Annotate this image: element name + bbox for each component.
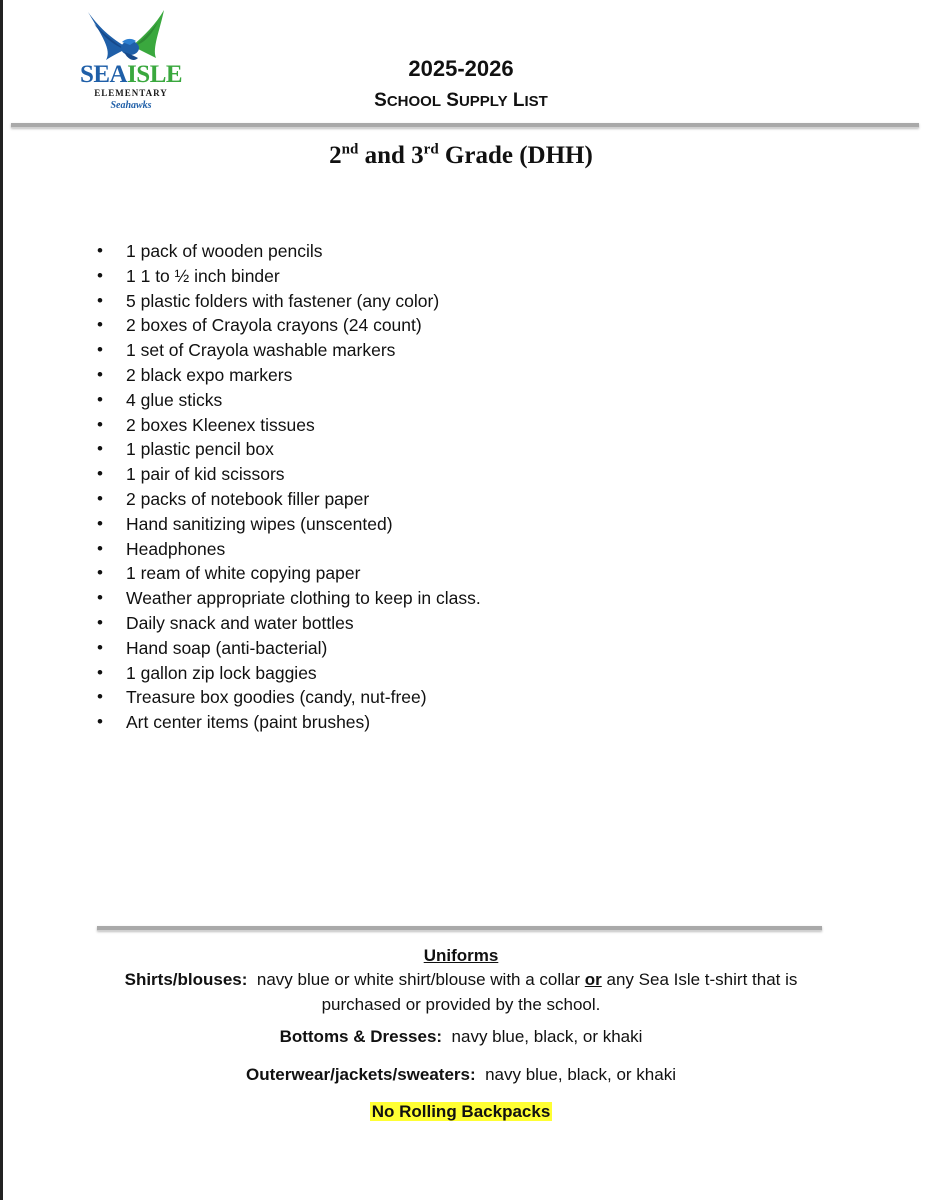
list-item: • 1 plastic pencil box [90,437,481,462]
outerwear-text: navy blue, black, or khaki [485,1065,676,1084]
logo-subtitle: ELEMENTARY [94,88,168,98]
shirts-text-a: navy blue or white shirt/blouse with a collar [256,970,581,989]
list-item: • 1 pair of kid scissors [90,462,481,487]
uniform-shirts [30,967,892,1017]
shirts-label: Shirts/blouses: [124,970,248,989]
bottoms-text: navy blue, black, or khaki [451,1027,643,1046]
shirts-text-b: any Sea Isle t-shirt that is [606,970,798,989]
uniforms-divider [97,926,822,931]
uniform-bottoms [30,1024,892,1049]
list-title: SCHOOL SUPPLY LIST [374,90,548,111]
list-item: • 1 1 to ½ inch binder [90,264,481,289]
outerwear-label: Outerwear/jackets/sweaters: [246,1065,476,1084]
logo-mascot: Seahawks [110,100,152,111]
logo-isle: ISLE [127,61,183,88]
no-rolling-backpacks-note: No Rolling Backpacks [371,1102,551,1121]
list-item: • Art center items (paint brushes) [90,710,481,735]
header-divider [11,123,919,128]
seahawk-icon [76,8,186,68]
supply-list [90,239,481,735]
list-item: • Daily snack and water bottles [90,611,481,636]
logo-wordmark [76,62,186,88]
uniforms-heading: Uniforms [423,946,499,965]
list-item: • 5 plastic folders with fastener (any color) [90,289,481,314]
school-year: 2025-2026 [408,56,514,81]
shirts-or: or [584,970,602,989]
uniform-outerwear [30,1062,892,1087]
list-item: • Hand sanitizing wipes (unscented) [90,512,481,537]
list-item: • Hand soap (anti-bacterial) [90,636,481,661]
shirts-text-c: purchased or provided by the school. [321,995,601,1014]
logo-sea: SEA [79,61,128,88]
list-item: • 2 boxes of Crayola crayons (24 count) [90,313,481,338]
list-item: • 1 set of Crayola washable markers [90,338,481,363]
list-item: • 2 packs of notebook filler paper [90,487,481,512]
list-item: • 1 gallon zip lock baggies [90,661,481,686]
grade-title: 2nd and 3rd Grade (DHH) [329,141,593,169]
list-item: • Headphones [90,537,481,562]
list-item: • 1 pack of wooden pencils [90,239,481,264]
list-item: • 4 glue sticks [90,388,481,413]
bottoms-label: Bottoms & Dresses: [279,1027,443,1046]
list-item: • Treasure box goodies (candy, nut-free) [90,685,481,710]
list-item: • 2 black expo markers [90,363,481,388]
left-frame-edge [0,0,3,1200]
list-item: • 2 boxes Kleenex tissues [90,413,481,438]
school-logo [76,8,186,110]
list-item: • Weather appropriate clothing to keep in class. [90,586,481,611]
list-item: • 1 ream of white copying paper [90,561,481,586]
uniform-note [30,1099,892,1124]
